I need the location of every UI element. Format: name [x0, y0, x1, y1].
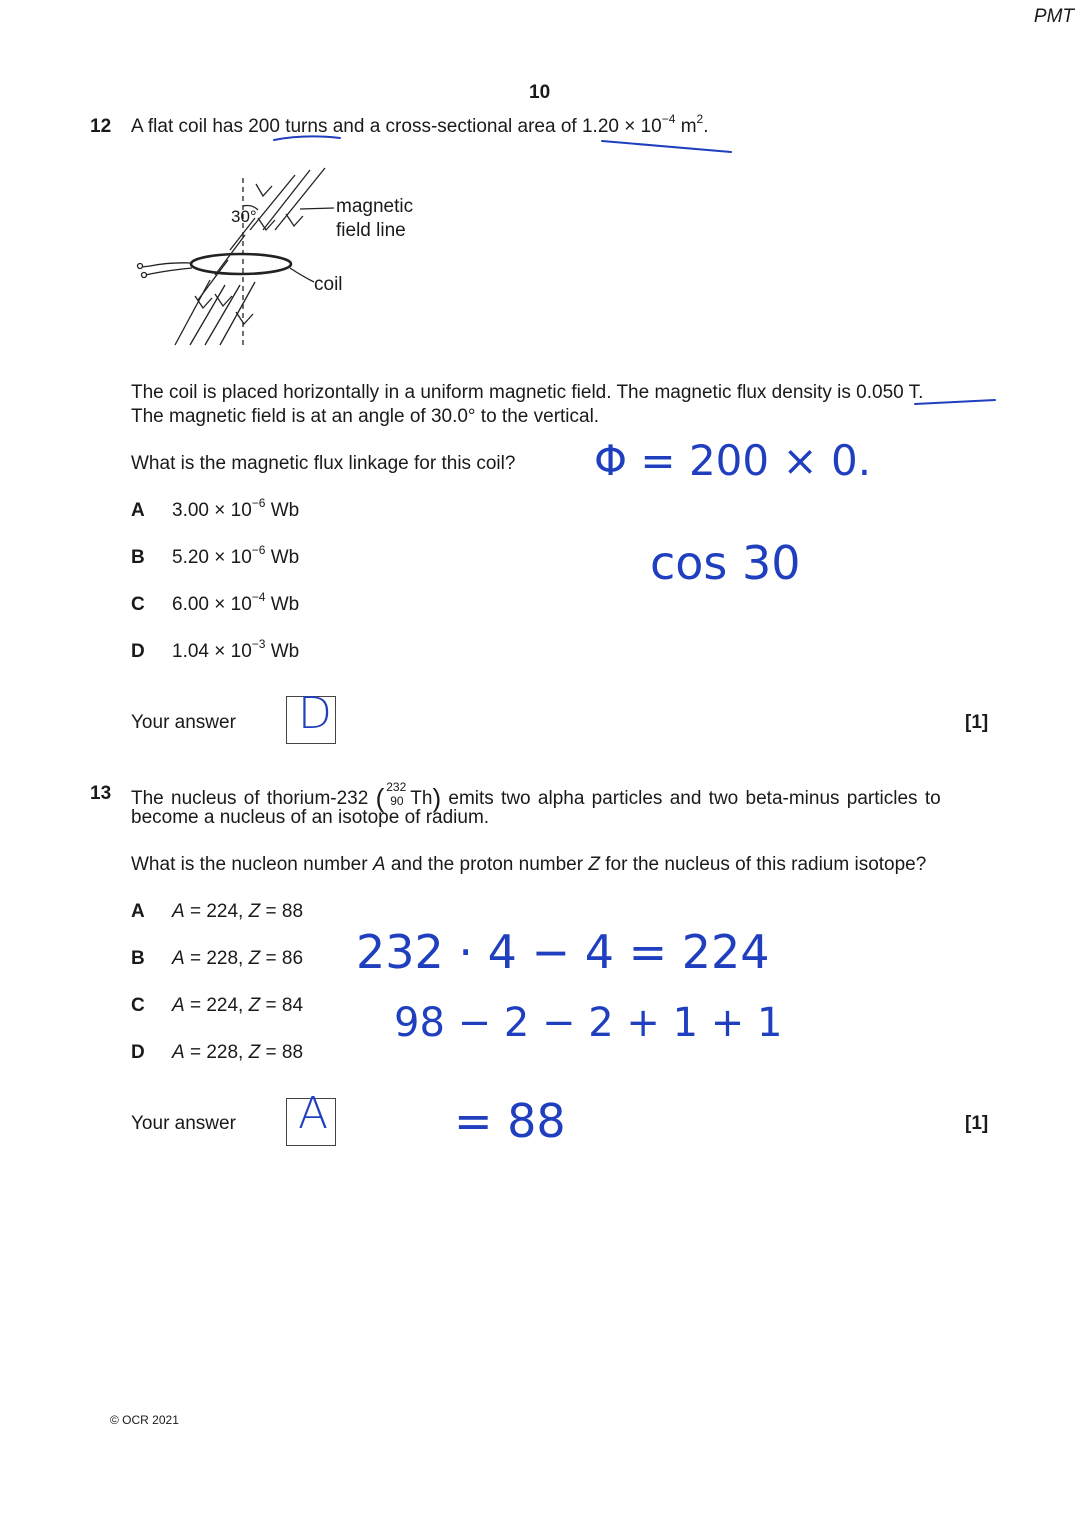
q12-handwriting-line-2: cos 30 [650, 536, 801, 590]
q12-option-d-exp: −3 [251, 637, 266, 651]
q13-option-d-proton: 88 [281, 1042, 304, 1063]
q12-option-a-letter: A [131, 500, 145, 521]
q13-question-var-a: A [372, 854, 386, 875]
q12-option-d-letter: D [131, 641, 145, 662]
q13-intro-line-2: become a nucleus of an isotope of radium. [131, 807, 490, 828]
q12-field-label-1: magnetic [336, 196, 414, 217]
q13-option-d[interactable]: A = 228, Z = 88 [172, 1042, 304, 1063]
q13-nuclide-proton: 90 [390, 794, 404, 808]
q13-option-d-nucleon: 228 [206, 1042, 239, 1063]
q13-intro-rest: emits two alpha particles and two beta-minus particles to [441, 788, 941, 809]
q13-option-c-proton: 84 [281, 995, 304, 1016]
q12-option-d-value: 1.04 × 10 [172, 641, 252, 662]
q13-handwriting-line-2: 98 − 2 − 2 + 1 + 1 [394, 1000, 783, 1046]
q13-option-a-proton: 88 [281, 901, 304, 922]
q12-option-b-value: 5.20 × 10 [172, 547, 252, 568]
q13-option-a[interactable]: A = 224, Z = 88 [172, 901, 304, 922]
q12-option-b-letter: B [131, 547, 145, 568]
q13-option-b-nucleon: 228 [206, 948, 239, 969]
q12-paragraph-2: The magnetic field is at an angle of 30.0° to the vertical. [131, 406, 600, 427]
q12-field-label-2: field line [336, 220, 406, 241]
q13-option-c-nucleon: 224 [206, 995, 239, 1016]
q12-paragraph-1: The coil is placed horizontally in a uniform magnetic field. The magnetic flux density is 0.050 T. [131, 382, 924, 403]
q12-intro-text: A flat coil has 200 turns and a cross-sectional area of 1.20 × 10 [131, 116, 662, 137]
q13-answer-label: Your answer [131, 1113, 236, 1134]
q13-nuclide-mass: 232 [386, 780, 407, 794]
q12-option-b-exp: −6 [251, 543, 266, 557]
q12-answer-label: Your answer [131, 712, 236, 733]
q12-option-c-letter: C [131, 594, 145, 615]
q13-number: 13 [90, 783, 112, 804]
q12-option-a-exp: −6 [251, 496, 266, 510]
q12-number: 12 [90, 116, 112, 137]
q13-handwriting-line-3: = 88 [454, 1094, 566, 1148]
q13-answer-value: A [298, 1088, 329, 1139]
q12-option-d-unit: Wb [265, 641, 300, 662]
q13-marks: [1] [965, 1113, 989, 1134]
q13-option-c-letter: C [131, 995, 145, 1016]
q12-question: What is the magnetic flux linkage for this coil? [131, 453, 516, 474]
q13-question-pre: What is the nucleon number [131, 854, 373, 875]
q13-option-b[interactable]: A = 228, Z = 86 [172, 948, 304, 969]
q12-intro-unit: m [675, 116, 697, 137]
q12-option-a-value: 3.00 × 10 [172, 500, 252, 521]
q12-intro-sq: 2 [696, 112, 704, 126]
page-number: 10 [529, 82, 551, 103]
q13-option-c[interactable]: A = 224, Z = 84 [172, 995, 304, 1016]
q13-option-b-letter: B [131, 948, 145, 969]
q13-paren-open: ( [375, 783, 385, 813]
q13-question [131, 854, 926, 876]
q12-option-c-exp: −4 [251, 590, 266, 604]
q12-answer-value: D [298, 688, 332, 739]
q13-question-var-z: Z [588, 854, 600, 875]
q13-nuclide [384, 780, 410, 808]
q12-coil-label: coil [314, 274, 343, 295]
q13-option-d-letter: D [131, 1042, 145, 1063]
footer-copyright: © OCR 2021 [110, 1413, 179, 1427]
q13-option-a-letter: A [131, 901, 145, 922]
q13-intro-text: The nucleus of thorium-232 [131, 788, 376, 809]
corner-mark: PMT [1033, 6, 1074, 27]
q12-option-c-value: 6.00 × 10 [172, 594, 252, 615]
q12-intro-end: . [703, 116, 709, 137]
q13-nuclide-symbol: Th [410, 788, 433, 809]
q12-intro-exp: −4 [661, 112, 676, 126]
q13-question-mid: and the proton number [385, 854, 589, 875]
q12-option-a-unit: Wb [265, 500, 300, 521]
q12-marks: [1] [965, 712, 989, 733]
q12-angle-label: 30° [231, 207, 257, 226]
q12-handwriting-line-1: Φ = 200 × 0. [594, 436, 872, 485]
q13-handwriting-line-1: 232 · 4 − 4 = 224 [356, 925, 770, 979]
q13-option-b-proton: 86 [281, 948, 304, 969]
q12-option-b-unit: Wb [265, 547, 300, 568]
q13-paren-close: ) [432, 783, 442, 813]
q12-option-c-unit: Wb [265, 594, 300, 615]
q13-question-post: for the nucleus of this radium isotope? [599, 854, 927, 875]
q13-option-a-nucleon: 224 [206, 901, 239, 922]
